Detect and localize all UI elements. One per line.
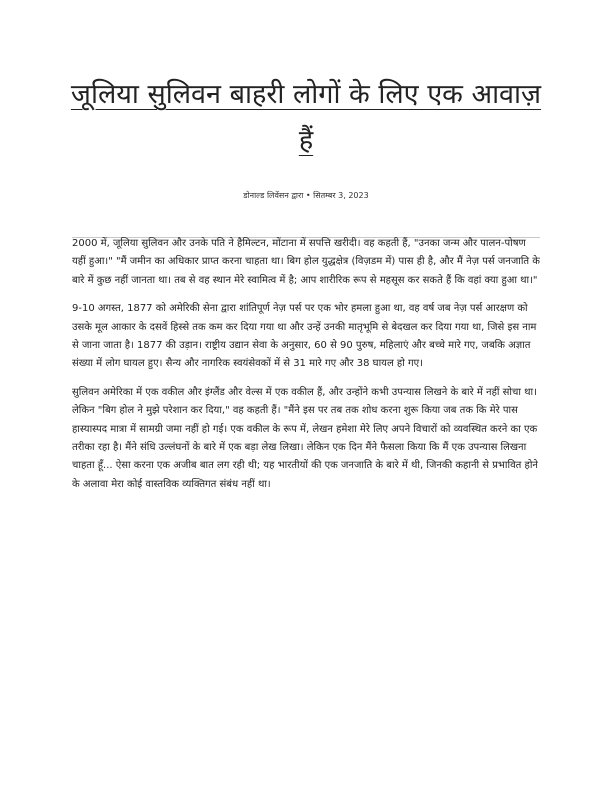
paragraph: 2000 में, जूलिया सुलिवन और उनके पति ने हैमिल्टन, मोंटाना में सपत्ति खरीदी। वह कहती हैं, "उनका जन्म और पालन-पोषण यहीं हुआ।" "मैं जमीन का अधिकार प्राप्त करना चाहता था। बिग होल युद्धक्षेत्र (विज़डम में) पास ही है, और मैं नेज़ पर्स जनजाति के बारे में कुछ नहीं जानता था। तब से वह स्थान मेरे स्वामित्व में है; आप शारीरिक रूप से महसूस कर सकते हैं कि वहां क्या हुआ था।" — [72, 238, 540, 286]
article-title: जूलिया सुलिवन बाहरी लोगों के लिए एक आवाज़ हैं — [70, 79, 542, 156]
paragraph: सुलिवन अमेरिका में एक वकील और इंग्लैंड और वेल्स में एक वकील हैं, और उन्होंने कभी उपन्यास लिखने के बारे में नहीं सोचा था। लेकिन "बिग होल ने मुझे परेशान कर दिया," वह कहती हैं। "मैंने इस पर तब तक शोध करना शुरू किया जब तक कि मेरे पास हास्यास्पद मात्रा में सामग्री जमा नहीं हो गई। एक वकील के रूप में, लेखन हमेशा मेरे लिए अपने विचारों को व्यवस्थित करने का एक तरीका रहा है। मैंने संधि उल्लंघनों के बारे में एक बड़ा लेख लिखा। लेकिन एक दिन मैंने फैसला किया कि मैं एक उपन्यास लिखना चाहता हूँ... ऐसा करना एक अजीब बात लग रही थी; यह भारतीयों की एक जनजाति के बारे में थी, जिनकी कहानी से प्रभावित होने के अलावा मेरा कोई वास्तविक व्यक्तिगत संबंध नहीं था। — [72, 386, 538, 490]
article-byline: डोनाल्ड लिवेंसन द्वारा • सितम्बर 3, 2023 — [243, 191, 369, 200]
paragraph: 9-10 अगस्त, 1877 को अमेरिकी सेना द्वारा शांतिपूर्ण नेज़ पर्स पर एक भोर हमला हुआ था, वह वर्ष जब नेज़ पर्स आरक्षण को उसके मूल आकार के दसवें हिस्से तक कम कर दिया गया था और उन्हें उनकी मातृभूमि से बेदखल कर दिया गया था, जिसे इस नाम से जाना जाता है। 1877 की उड़ान। राष्ट्रीय उद्यान सेवा के अनुसार, 60 से 90 पुरुष, महिलाएं और बच्चे मारे गए, जबकि अज्ञात संख्या में लोग घायल हुए। सैन्य और नागरिक स्वयंसेवकों में से 31 मारे गए और 38 घायल हो गए। — [72, 303, 537, 370]
article-body — [72, 235, 540, 504]
